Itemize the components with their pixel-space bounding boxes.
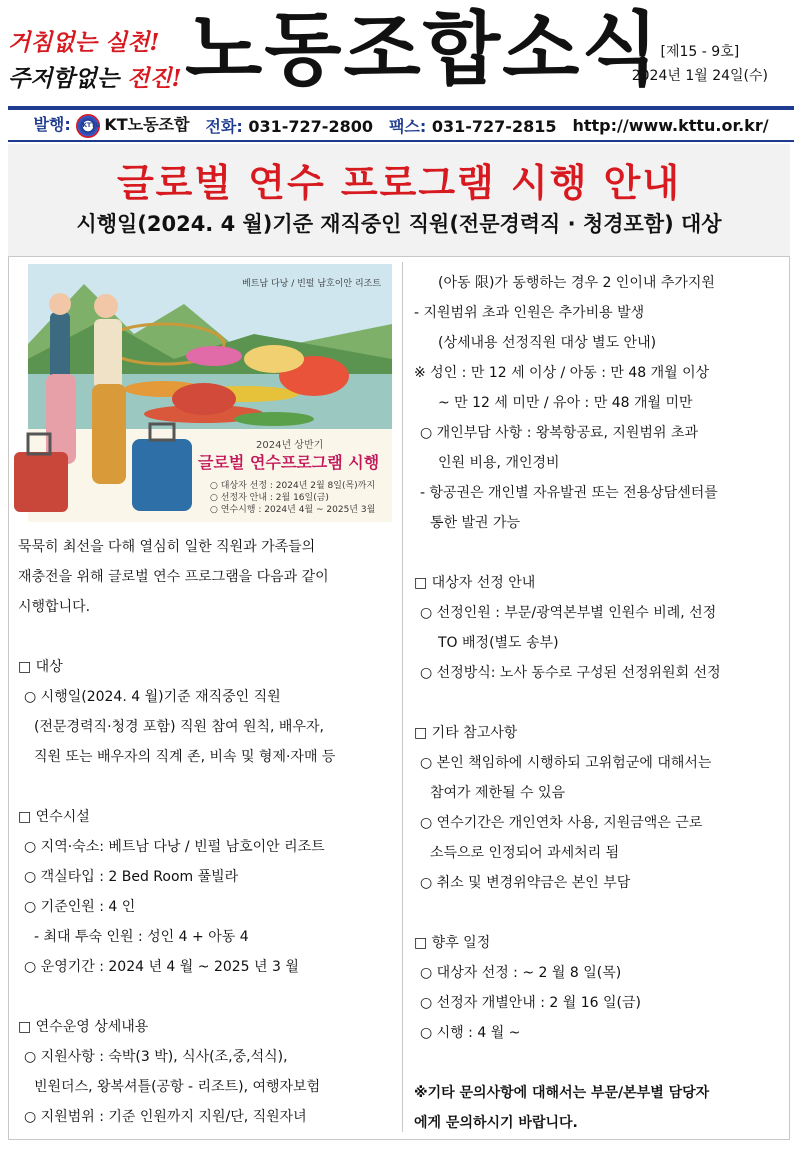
body-text-line: 재충전을 위해 글로벌 연수 프로그램을 다음과 같이 bbox=[18, 569, 329, 585]
section-heading-schedule: □ 향후 일정 bbox=[414, 935, 491, 951]
list-item: ○ 기준인원 : 4 인 bbox=[24, 899, 136, 915]
list-item: ○ 연수기간은 개인연차 사용, 지원금액은 근로 bbox=[420, 815, 703, 831]
poster-title: 글로벌 연수프로그램 시행 bbox=[198, 453, 380, 472]
list-item-continued: 직원 또는 배우자의 직계 존, 비속 및 형제·자매 등 bbox=[34, 749, 336, 765]
sub-list-item: - 지원범위 초과 인원은 추가비용 발생 bbox=[414, 305, 645, 321]
section-heading-target: □ 대상 bbox=[18, 659, 63, 675]
spacer bbox=[414, 898, 786, 928]
fax-label: 팩스: bbox=[388, 116, 427, 136]
phone-group bbox=[205, 114, 373, 137]
phone-number: 031-727-2800 bbox=[248, 116, 373, 136]
body-text-line: 시행합니다. bbox=[18, 599, 91, 615]
program-poster bbox=[14, 264, 392, 522]
list-item-continued: 소득으로 인정되어 과세처리 됨 bbox=[430, 845, 620, 861]
list-item-continued: TO 배정(별도 송부) bbox=[438, 635, 559, 651]
poster-detail-line: ○ 연수시행 : 2024년 4월 ~ 2025년 3월 bbox=[210, 505, 376, 515]
list-item: ○ 지원범위 : 기준 인원까지 지원/단, 직원자녀 bbox=[24, 1109, 307, 1125]
list-item-continued: 통한 발권 가능 bbox=[430, 515, 521, 531]
left-column bbox=[18, 532, 394, 1132]
list-item: ○ 선정자 개별안내 : 2 월 16 일(금) bbox=[420, 995, 641, 1011]
section-heading-selection: □ 대상자 선정 안내 bbox=[414, 575, 536, 591]
poster-year: 2024년 상반기 bbox=[256, 440, 324, 451]
subheadline: 시행일(2024. 4 월)기준 재직중인 직원(전문경력직 · 청경포함) 대상 bbox=[76, 212, 722, 236]
spacer bbox=[414, 538, 786, 568]
poster-detail-line: ○ 선정자 안내 : 2월 16일(금) bbox=[210, 493, 329, 503]
list-item: ○ 운영기간 : 2024 년 4 월 ~ 2025 년 3 월 bbox=[24, 959, 299, 975]
issue-date: 2024년 1월 24일(수) bbox=[631, 68, 768, 84]
headline: 글로벌 연수 프로그램 시행 안내 bbox=[116, 161, 682, 205]
body-text-line: 묵묵히 최선을 다해 열심히 일한 직원과 가족들의 bbox=[18, 539, 316, 555]
list-item: ○ 객실타입 : 2 Bed Room 풀빌라 bbox=[24, 869, 239, 885]
list-item-continued: (아동 限)가 동행하는 경우 2 인이내 추가지원 bbox=[438, 275, 715, 291]
column-divider bbox=[402, 262, 403, 1132]
newsletter-title: 노동조합소식 bbox=[185, 3, 661, 96]
slogan-1-text: 거침없는 실천! bbox=[8, 29, 160, 56]
list-item: ○ 지원사항 : 숙박(3 박), 식사(조,중,석식), bbox=[24, 1049, 288, 1065]
slogan-line-2 bbox=[8, 60, 182, 93]
list-item-continued: 빈원더스, 왕복셔틀(공항 - 리조트), 여행자보험 bbox=[34, 1079, 321, 1095]
section-heading-operation: □ 연수운영 상세내용 bbox=[18, 1019, 149, 1035]
fax-group bbox=[389, 114, 557, 137]
poster-location-caption: 베트남 다낭 / 빈펄 남호이안 리조트 bbox=[242, 279, 382, 289]
list-item-continued: 참여가 제한될 수 있음 bbox=[430, 785, 566, 801]
infobar-rule bbox=[8, 140, 794, 142]
headline-panel bbox=[8, 144, 790, 256]
contact-note: ※기타 문의사항에 대해서는 부문/본부별 담당자 bbox=[414, 1085, 710, 1101]
sub-list-item: - 최대 투숙 인원 : 성인 4 + 아동 4 bbox=[34, 929, 249, 945]
contact-note-continued: 에게 문의하시기 바랍니다. bbox=[414, 1115, 578, 1131]
slogan-2-text-a: 주저함없는 bbox=[8, 65, 120, 92]
website-link[interactable]: http://www.kttu.or.kr/ bbox=[572, 115, 769, 135]
list-item: ○ 본인 책임하에 시행하되 고위험군에 대해서는 bbox=[420, 755, 712, 771]
list-item: ○ 선정방식: 노사 동수로 구성된 선정위원회 선정 bbox=[420, 665, 721, 681]
list-item: ○ 선정인원 : 부문/광역본부별 인원수 비례, 선정 bbox=[420, 605, 717, 621]
slogan-2-text-b: 전진! bbox=[127, 65, 182, 92]
note-item: ※ 성인 : 만 12 세 이상 / 아동 : 만 48 개월 이상 bbox=[414, 365, 710, 381]
spacer bbox=[18, 772, 394, 802]
poster-detail-line: ○ 대상자 선정 : 2024년 2월 8일(목)까지 bbox=[210, 481, 376, 491]
section-heading-notes: □ 기타 참고사항 bbox=[414, 725, 518, 741]
publisher-group bbox=[33, 112, 189, 138]
masthead bbox=[0, 0, 800, 110]
section-heading-facility: □ 연수시설 bbox=[18, 809, 90, 825]
spacer bbox=[414, 1048, 786, 1078]
publisher-name: KT노동조합 bbox=[104, 115, 190, 135]
publisher-label: 발행: bbox=[33, 115, 71, 135]
issue-number: [제15 - 9호] bbox=[660, 44, 740, 60]
list-item: ○ 개인부담 사항 : 왕복항공료, 지원범위 초과 bbox=[420, 425, 698, 441]
slogan-line-1 bbox=[8, 24, 159, 57]
right-column bbox=[414, 268, 786, 1138]
issue-info bbox=[632, 40, 768, 88]
spacer bbox=[414, 688, 786, 718]
spacer bbox=[18, 622, 394, 652]
list-item: ○ 시행일(2024. 4 월)기준 재직중인 직원 bbox=[24, 689, 281, 705]
list-item-continued: (전문경력직·청경 포함) 직원 참여 원칙, 배우자, bbox=[34, 719, 324, 735]
list-item: ○ 시행 : 4 월 ~ bbox=[420, 1025, 521, 1041]
list-item: ○ 지역·숙소: 베트남 다낭 / 빈펄 남호이안 리조트 bbox=[24, 839, 325, 855]
phone-label: 전화: bbox=[205, 116, 243, 136]
sub-list-item: - 항공권은 개인별 자유발권 또는 전용상담센터를 bbox=[420, 485, 718, 501]
poster-details bbox=[210, 480, 375, 516]
spacer bbox=[18, 982, 394, 1012]
note-item-continued: ~ 만 12 세 미만 / 유아 : 만 48 개월 미만 bbox=[438, 395, 693, 411]
list-item-continued: (상세내용 선정직원 대상 별도 안내) bbox=[438, 335, 657, 351]
fax-number: 031-727-2815 bbox=[431, 116, 557, 136]
list-item: ○ 취소 및 변경위약금은 본인 부담 bbox=[420, 875, 631, 891]
list-item-continued: 인원 비용, 개인경비 bbox=[438, 455, 560, 471]
publisher-bar bbox=[8, 110, 794, 140]
list-item: ○ 대상자 선정 : ~ 2 월 8 일(목) bbox=[420, 965, 622, 981]
kttu-logo-icon: KTTU bbox=[76, 114, 100, 138]
